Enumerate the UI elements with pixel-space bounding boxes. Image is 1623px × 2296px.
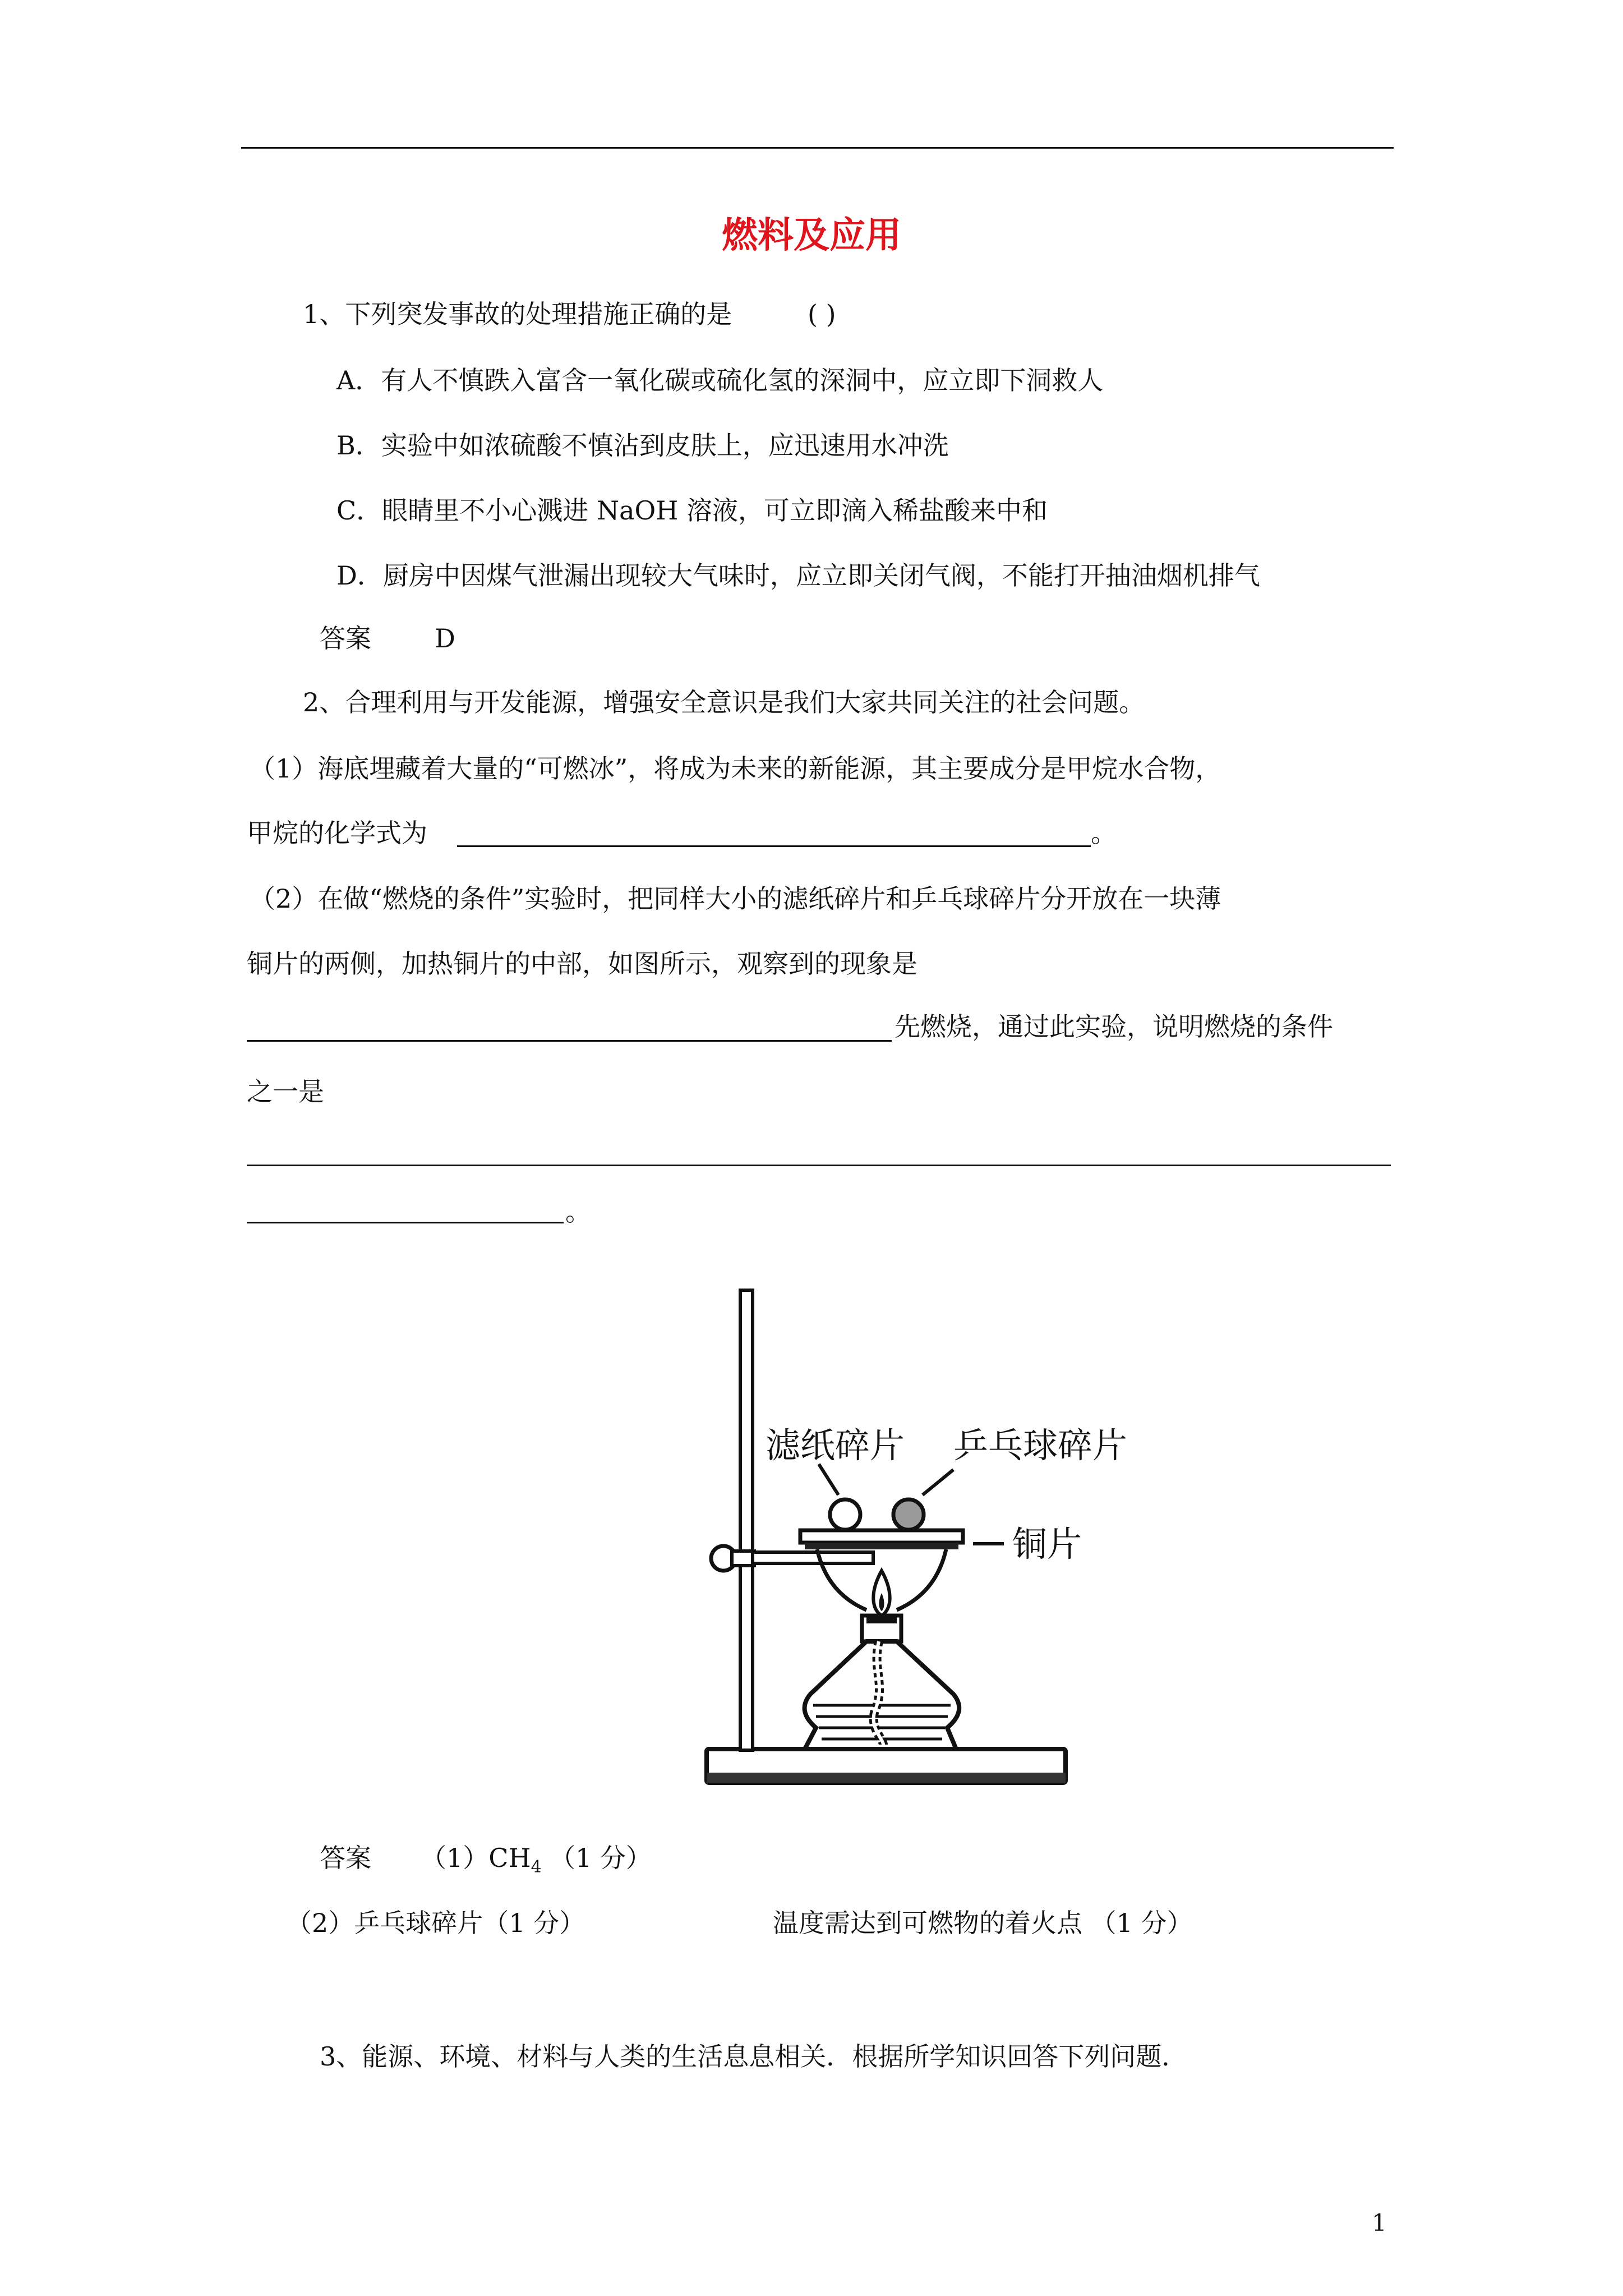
page-title: 燃料及应用	[722, 215, 901, 256]
q2-part1-answer-blank	[457, 845, 1091, 847]
q2-answer-1-subscript: 4	[531, 1857, 542, 1877]
filter-paper-piece	[830, 1499, 860, 1530]
q1-answer-paren: ( )	[808, 299, 836, 329]
ring-arm	[753, 1552, 873, 1563]
q2-answer-2-left: （2）乒乓球碎片（1 分）	[286, 1908, 585, 1938]
q2-answer-2-right: 温度需达到可燃物的着火点 （1 分）	[773, 1908, 1193, 1938]
q2-part1-line2-prefix: 甲烷的化学式为	[247, 818, 427, 848]
q2-answer-label: 答案	[320, 1843, 371, 1873]
q2-part2-line2: 铜片的两侧，加热铜片的中部，如图所示，观察到的现象是	[247, 949, 917, 979]
q1-option-d: D．厨房中因煤气泄漏出现较大气味时，应立即关闭气阀，不能打开抽油烟机排气	[336, 560, 1260, 591]
q2-part2-line3-suffix: 先燃烧，通过此实验，说明燃烧的条件	[895, 1011, 1333, 1042]
q2-part2-phenomenon-blank	[247, 1040, 892, 1042]
ping-pong-piece	[893, 1499, 924, 1530]
q2-part1-line2-suffix: 。	[1091, 818, 1117, 848]
label-copper: 铜片	[1012, 1524, 1082, 1565]
q1-option-b: B．实验中如浓硫酸不慎沾到皮肤上，应迅速用水冲洗	[336, 430, 949, 461]
header-rule	[241, 147, 1394, 149]
q1-answer-value: D	[435, 623, 455, 654]
page-number: 1	[1372, 2209, 1387, 2237]
q1-option-c: C．眼睛里不小心溅进 NaOH 溶液，可立即滴入稀盐酸来中和	[336, 495, 1048, 526]
q1-answer-label: 答案	[320, 623, 371, 654]
stand-rod	[740, 1290, 753, 1750]
q2-part2-line1: （2）在做“燃烧的条件”实验时，把同样大小的滤纸碎片和乒乓球碎片分开放在一块薄	[250, 884, 1221, 914]
q3-stem: 3、能源、环境、材料与人类的生活息息相关．根据所学知识回答下列问题．	[320, 2041, 1188, 2072]
label-ping-pong: 乒乓球碎片	[953, 1425, 1128, 1466]
q2-part2-condition-blank-2	[247, 1222, 564, 1223]
q2-stem: 2、合理利用与开发能源，增强安全意识是我们大家共同关注的社会问题。	[303, 687, 1145, 717]
q2-answer-1	[421, 1841, 542, 1884]
q1-stem: 1、下列突发事故的处理措施正确的是	[303, 299, 732, 329]
q2-answer-1-prefix: （1）CH	[421, 1843, 531, 1873]
q2-part2-condition-blank-1	[247, 1165, 1391, 1166]
label-filter-paper: 滤纸碎片	[766, 1425, 905, 1466]
copper-plate	[800, 1530, 963, 1543]
q1-option-a: A．有人不慎跌入富含一氧化碳或硫化氢的深洞中，应立即下洞救人	[336, 365, 1104, 395]
q2-answer-1-score: （1 分）	[550, 1843, 652, 1873]
q2-part2-line4: 之一是	[247, 1076, 324, 1107]
experiment-figure	[698, 1279, 1164, 1806]
q2-part1-line1: （1）海底埋藏着大量的“可燃冰”，将成为未来的新能源，其主要成分是甲烷水合物，	[250, 753, 1221, 784]
q2-part2-line6-suffix: 。	[565, 1197, 591, 1227]
